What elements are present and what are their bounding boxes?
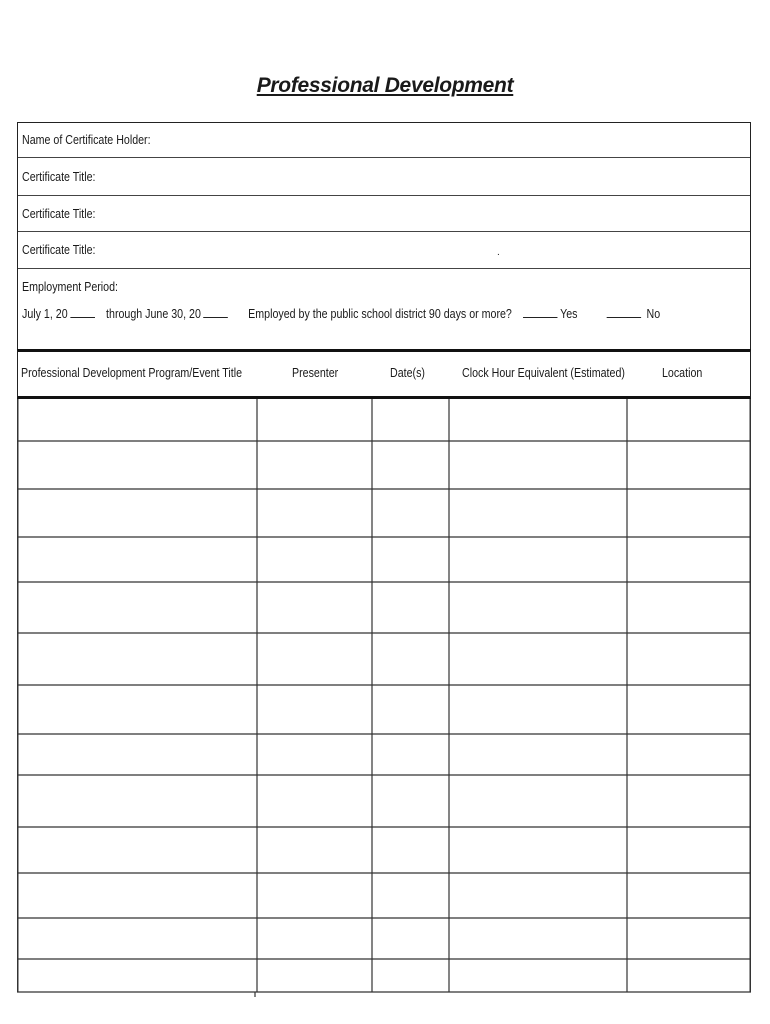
employment-period-label: Employment Period: xyxy=(22,279,118,294)
cert-title-label-1: Certificate Title: xyxy=(22,169,96,184)
stray-dot: . xyxy=(497,247,500,258)
cert-title-label-2: Certificate Title: xyxy=(22,206,96,221)
holder-row[interactable] xyxy=(18,123,750,158)
employed-question: Employed by the public school district 90 days or more? xyxy=(248,306,512,321)
cert-title-row-1[interactable] xyxy=(18,158,750,196)
entries-grid xyxy=(17,399,751,999)
entries-table xyxy=(17,399,751,992)
holder-label: Name of Certificate Holder: xyxy=(22,132,151,147)
cert-title-row-2[interactable] xyxy=(18,196,750,232)
july-label: July 1, 20 xyxy=(22,306,68,321)
no-blank[interactable] xyxy=(607,316,641,318)
july-year-blank[interactable] xyxy=(70,316,95,318)
col-header-dates: Date(s) xyxy=(390,365,425,380)
cert-title-row-3[interactable] xyxy=(18,232,750,269)
col-header-title: Professional Development Program/Event Title xyxy=(21,365,243,380)
yes-blank[interactable] xyxy=(523,316,557,318)
col-header-presenter: Presenter xyxy=(292,365,339,380)
certificate-info-section xyxy=(17,122,751,350)
page-title: Professional Development xyxy=(256,74,514,97)
through-label: through June 30, 20 xyxy=(106,306,201,321)
cert-title-label-3: Certificate Title: xyxy=(22,242,96,257)
june-year-blank[interactable] xyxy=(203,316,228,318)
table-header xyxy=(17,349,751,399)
yes-label: Yes xyxy=(560,306,578,321)
no-label: No xyxy=(646,306,661,321)
employment-period-row xyxy=(18,269,750,351)
col-header-location: Location xyxy=(662,365,703,380)
col-header-clock-hours: Clock Hour Equivalent (Estimated) xyxy=(462,365,625,380)
employment-period-line xyxy=(22,306,660,321)
